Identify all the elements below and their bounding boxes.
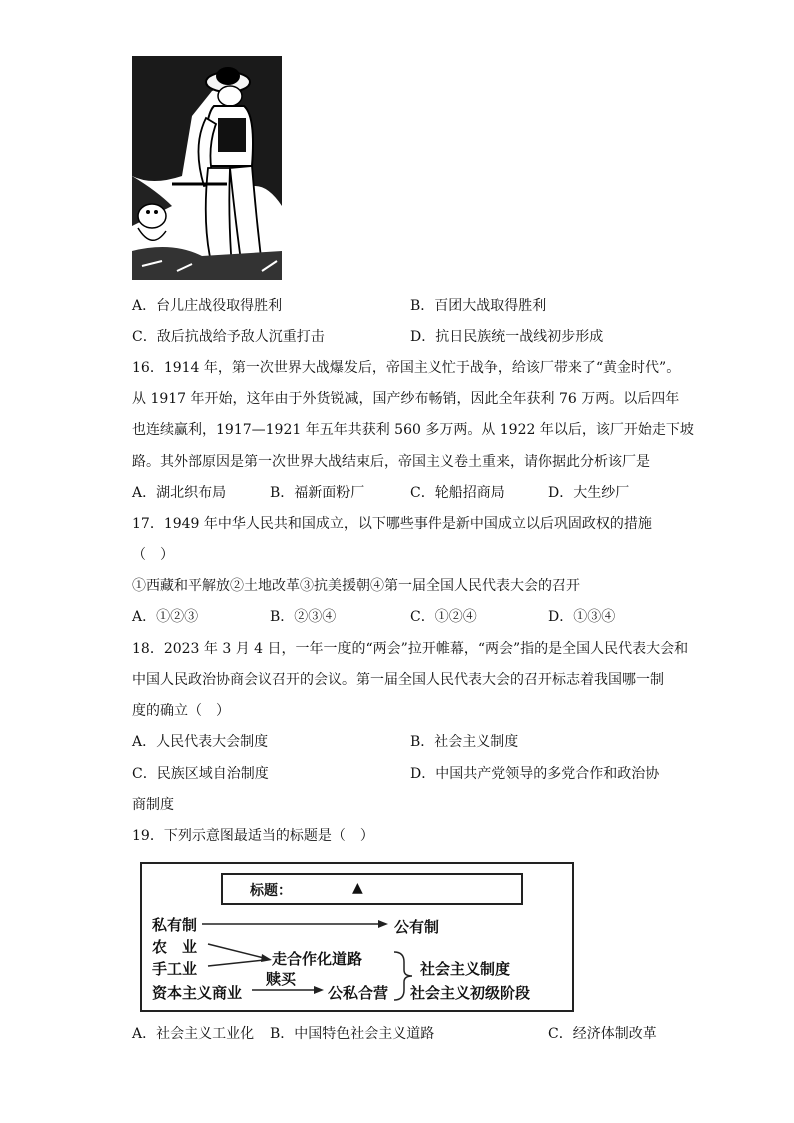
cartoon-image (132, 56, 282, 280)
diagram-joint: 公私合营 (328, 984, 389, 1002)
q16-line-1: 16．1914 年，第一次世界大战爆发后，帝国主义忙于战争，给该厂带来了“黄金时代”。 (132, 360, 681, 376)
q17-line-1: 17．1949 年中华人民共和国成立，以下哪些事件是新中国成立以后巩固政权的措施 (132, 516, 652, 532)
diagram-coop: 走合作化道路 (272, 950, 363, 968)
q16-option-b: B．福新面粉厂 (270, 485, 365, 501)
diagram-handicraft: 手工业 (152, 960, 198, 978)
q18-line-2: 中国人民政治协商会议召开的会议。第一届全国人民代表大会的召开标志着我国哪一制 (132, 672, 664, 688)
q18-option-a: A．人民代表大会制度 (132, 734, 269, 750)
q19-option-c: C．经济体制改革 (548, 1026, 657, 1042)
q16-line-4: 路。其外部原因是第一次世界大战结束后，帝国主义卷土重来，请你据此分析该厂是 (132, 454, 650, 470)
q15-option-c: C．敌后抗战给予敌人沉重打击 (132, 329, 325, 345)
diagram-public: 公有制 (394, 918, 440, 936)
q15-option-d: D．抗日民族统一战线初步形成 (410, 329, 604, 345)
diagram-capitalist: 资本主义商业 (152, 984, 243, 1002)
q17-option-b: B．②③④ (270, 609, 337, 625)
q15-option-b: B．百团大战取得胜利 (410, 298, 547, 314)
q19-diagram (140, 862, 574, 1012)
q17-option-d: D．①③④ (548, 609, 616, 625)
q16-option-d: D．大生纱厂 (548, 485, 630, 501)
q17-line-3: ①西藏和平解放②土地改革③抗美援朝④第一届全国人民代表大会的召开 (132, 578, 580, 594)
q18-line-3: 度的确立（ ） (132, 703, 230, 719)
diagram-primary-stage: 社会主义初级阶段 (410, 984, 531, 1002)
q16-line-3: 也连续赢利，1917—1921 年五年共获利 560 多万两。从 1922 年以后，该厂开始走下坡 (132, 422, 694, 438)
q19-option-a: A．社会主义工业化 (132, 1026, 255, 1042)
q18-option-d-continued: 商制度 (132, 797, 174, 813)
q15-option-a: A．台儿庄战役取得胜利 (132, 298, 283, 314)
q18-line-1: 18．2023 年 3 月 4 日，一年一度的“两会”拉开帷幕，“两会”指的是全国人民代表大会和 (132, 641, 689, 657)
diagram-private: 私有制 (152, 916, 198, 934)
q18-option-c: C．民族区域自治制度 (132, 766, 269, 782)
q19-line-1: 19．下列示意图最适当的标题是（ ） (132, 828, 374, 844)
diagram-socialist-system: 社会主义制度 (420, 960, 511, 978)
q16-option-a: A．湖北织布局 (132, 485, 227, 501)
diagram-agriculture: 农 业 (152, 938, 198, 956)
q17-option-a: A．①②③ (132, 609, 199, 625)
q19-option-b: B．中国特色社会主义道路 (270, 1026, 435, 1042)
q16-option-c: C．轮船招商局 (410, 485, 505, 501)
q17-line-2: （ ） (132, 547, 174, 563)
diagram-title-label: 标题： (250, 883, 292, 899)
q18-option-b: B．社会主义制度 (410, 734, 519, 750)
diagram-buyout: 赎买 (266, 970, 297, 988)
q16-line-2: 从 1917 年开始，这年由于外货锐减，国产纱布畅销，因此全年获利 76 万两。以后四年 (132, 391, 680, 407)
q18-option-d: D．中国共产党领导的多党合作和政治协 (410, 766, 660, 782)
q17-option-c: C．①②④ (410, 609, 477, 625)
diagram-title-mark: ▲ (352, 880, 363, 896)
